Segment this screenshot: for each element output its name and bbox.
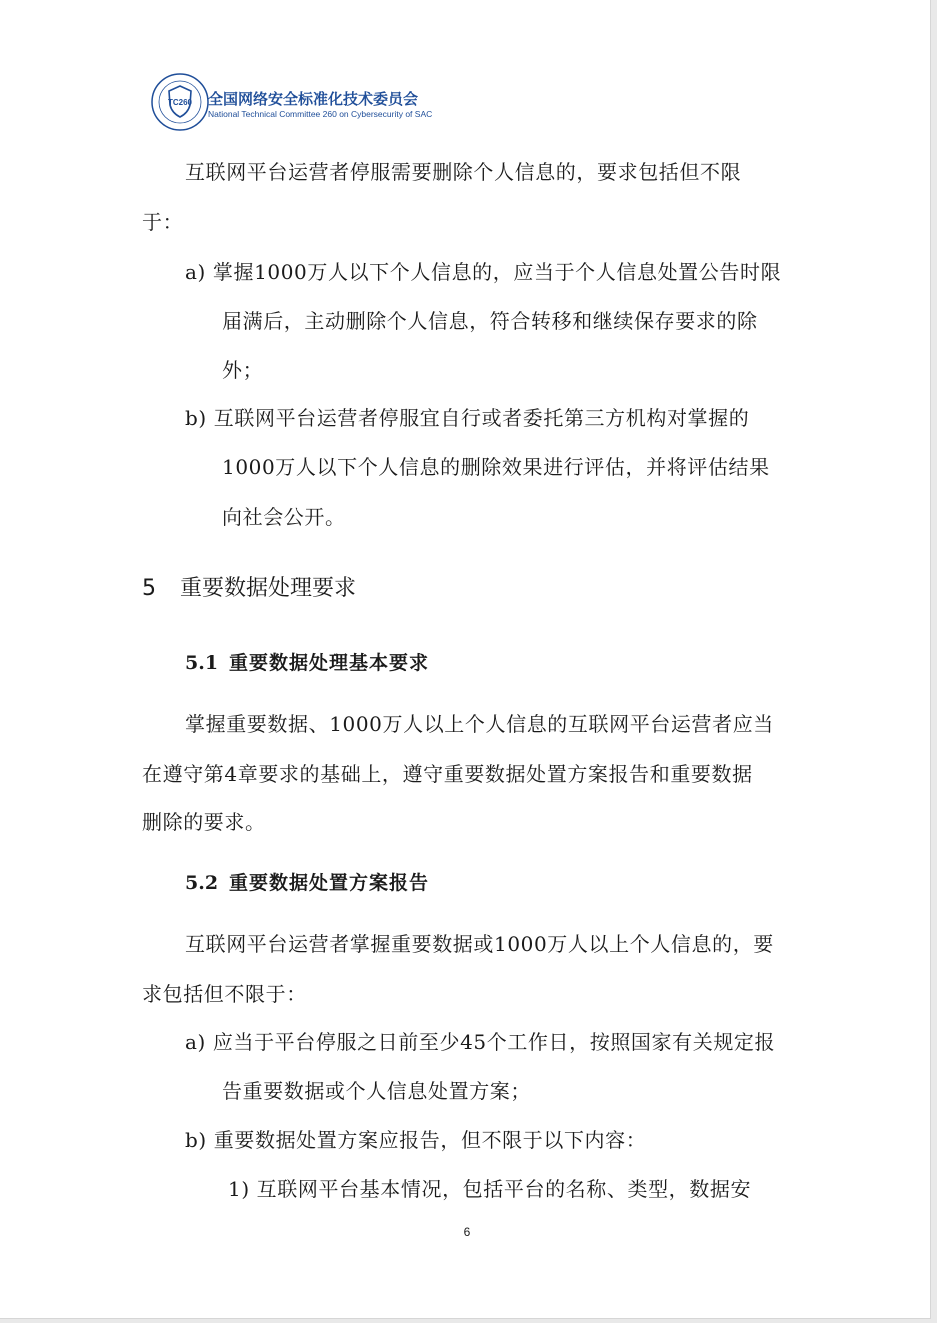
logo-text: TC260 [167,98,193,107]
list-item-a-continuation: 届满后，主动删除个人信息，符合转移和继续保存要求的除 [222,309,758,333]
paragraph-line: 互联网平台运营者掌握重要数据或1000万人以上个人信息的，要 [185,932,774,956]
section-number: 5 [142,576,156,601]
org-name-cn: 全国网络安全标准化技术委员会 [208,90,419,108]
sub-list-item-1: 1) 互联网平台基本情况，包括平台的名称、类型，数据安 [228,1177,752,1201]
section-title: 重要数据处理要求 [180,576,357,601]
paragraph-line: 互联网平台运营者停服需要删除个人信息的，要求包括但不限 [185,160,742,184]
section-heading-5-2 [185,869,429,897]
list-item-b: b) 重要数据处置方案应报告，但不限于以下内容： [185,1128,647,1152]
list-item-b-continuation: 向社会公开。 [222,505,346,529]
paragraph-line: 在遵守第4章要求的基础上，遵守重要数据处置方案报告和重要数据 [142,762,753,786]
paragraph-line: 求包括但不限于： [142,982,307,1006]
paragraph-line: 删除的要求。 [142,810,266,834]
section-heading-5-1 [185,649,429,677]
tc260-logo-icon [150,72,210,132]
paragraph-line: 于： [142,210,184,234]
page-header [150,70,433,138]
section-number: 5.2 [185,872,219,894]
section-number: 5.1 [185,652,219,674]
list-item-a: a) 应当于平台停服之日前至少45个工作日，按照国家有关规定报 [185,1030,776,1054]
paragraph-line: 掌握重要数据、1000万人以上个人信息的互联网平台运营者应当 [185,712,774,736]
list-item-a: a) 掌握1000万人以下个人信息的，应当于个人信息处置公告时限 [185,260,782,284]
list-item-a-continuation: 告重要数据或个人信息处置方案； [222,1079,531,1103]
list-item-a-continuation: 外； [222,358,264,382]
list-item-b: b) 互联网平台运营者停服宜自行或者委托第三方机构对掌握的 [185,406,750,430]
section-title: 重要数据处置方案报告 [229,872,430,894]
page-number: 6 [463,1225,471,1239]
list-item-b-continuation: 1000万人以下个人信息的删除效果进行评估，并将评估结果 [222,455,770,479]
section-heading-5 [142,574,356,604]
org-name-en: National Technical Committee 260 on Cybersecurity of SAC [208,109,433,119]
section-title: 重要数据处理基本要求 [229,652,430,674]
